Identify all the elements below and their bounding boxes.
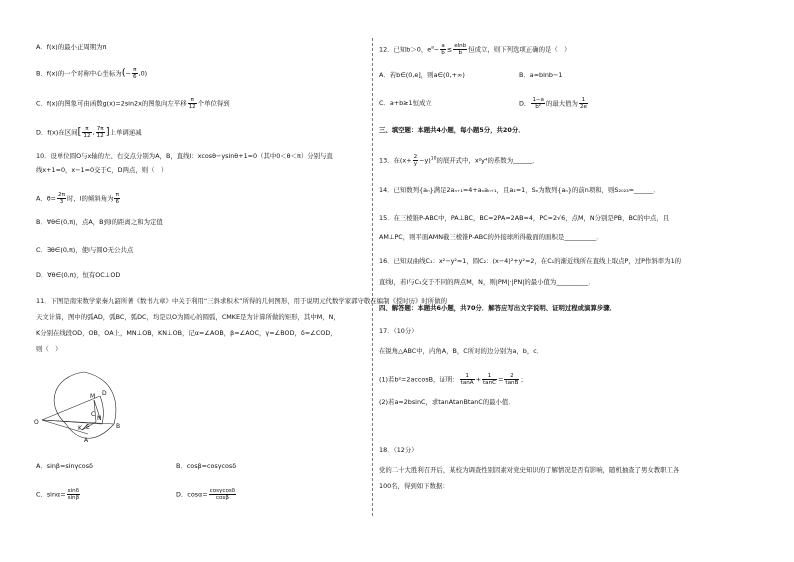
q11-geometry-figure (34, 368, 134, 452)
q15-line1: 15．在三棱锥P-ABC中，PA⊥BC，BC=2PA=2AB=4，PC=2√6，点M，N分别是PB，BC的中点，且 (379, 214, 670, 222)
q11-option-d: D．cosα= $\frac{\cos\gamma\cos\delta}{\cos\beta}$ (176, 488, 236, 501)
q9-option-c: C．f(x)的图象可由函数g(x)=2sin2x的图象向左平移 $\frac{\pi}{12}$ 个单位得到 (36, 97, 230, 110)
q11-option-b: B．cosβ=cosγcosδ (176, 462, 237, 470)
q14: 14．已知数列{aₙ}满足2aₙ₊₁=4+aₙaₙ₊₁，且a₁=1，Sₙ为数列{aₙ}的前n项和，则S₂₀₂₃=______． (379, 186, 660, 194)
q11-option-c: C．sinα= $\frac{\sin\delta}{\sin\beta}$ (36, 488, 80, 501)
column-divider (372, 38, 373, 516)
arc-ad (54, 372, 84, 424)
q10-option-d: D．∀θ∈(0,π)，恒有OC⊥OD (36, 271, 121, 279)
q9-option-d: D．f(x)在区间[ $\frac{\pi}{12}$ , $\frac{7\pi}{12}$ ]上单调递减 (36, 126, 142, 139)
q17-title: 17．（10分） (379, 327, 418, 335)
q13: 13．在(x+ $\frac{2}{y}$ −y)$^{10}$的展开式中，x²y⁴的系数为______． (379, 154, 539, 167)
q11-option-a: A．sinβ=sinγcosδ (36, 462, 93, 470)
q9-option-a: A．f(x)的最小正周期为π (36, 43, 107, 51)
q10-option-a: A．θ= $\frac{2\pi}{3}$ 时，l的倾斜角为 $\frac{\pi}{6}$ (36, 192, 120, 205)
q11-stem-line2: 天文计算，图中的弧AD，弧BC，弧DC，均是以O为圆心的圆弧，CMKE是为计算所做的矩形，其中M，N， (36, 313, 340, 321)
label-d: D (102, 390, 107, 397)
q10-option-b: B．∀θ∈(0,π)，点A，B到l的距离之和为定值 (36, 218, 163, 226)
label-a: A (84, 437, 89, 444)
q15-line2: AM⊥PC，则平面AMN截三棱锥P-ABC的外接球所得截面的面积是__________． (379, 233, 603, 241)
q12-option-a: A．若b∈(0,e]，则a∈(0,+∞) (379, 71, 465, 79)
q18-line1: 党的二十大胜利召开后，某校为调查性别因素对党史知识的了解情况是否有影响，随机抽查了男女教职工各 (379, 466, 680, 474)
arc-ab (66, 424, 114, 438)
q10-stem-line1: 10．设单位圆O与x轴的左、右交点分别为A，B，直线l：xcosθ−ysinθ+1=0（其中0＜θ＜π）分别与直 (36, 152, 333, 160)
q9-option-b: B．f(x)的一个对称中心坐标为(− $\frac{\pi}{6}$ ,0) (36, 67, 148, 80)
label-m: M (90, 393, 96, 400)
q12-option-b: B．a=blnb−1 (519, 71, 563, 79)
q12-option-d: D． $\frac{1-a}{\text{b²}}$ 的最大值为 $\frac{1}{2e}$ (519, 97, 587, 110)
label-k: K (78, 425, 82, 432)
label-n: N (97, 415, 102, 422)
q16-line1: 16．已知双曲线C₁：x²−y²=1，圆C₂：(x−4)²+y²=2，在C₁的渐近线所在直线上取点P，过P作斜率为1的 (379, 257, 682, 265)
label-b: B (116, 423, 121, 430)
q11-stem-line4: 则（ ） (36, 345, 62, 353)
label-o: O (34, 419, 39, 426)
q10-option-c: C．∃θ∈(0,π)，使l与圆O无公共点 (36, 246, 134, 254)
label-c: C (91, 411, 96, 418)
q17-part1: (1)若b²=2accosB，证明： $\frac{1}{\tan A}$ + $\frac{1}{\tan C}$ = $\frac{2}{\tan B}$ ； (379, 373, 527, 386)
q12-option-c: C．a+b≥1恒成立 (379, 99, 432, 107)
q18-title: 18．（12分） (379, 446, 418, 454)
q16-line2: 直线l，若l与C₁交于不同的两点M，N，则|PM|·|PN|的最小值为__________． (379, 278, 595, 286)
q12-stem: 12．已知b＞0，$e^a-$ $\frac{a}{b}$ ≤ $\frac{elnb}{b}$ 恒成立，则下列选项正确的是（ ） (379, 43, 571, 56)
q11-stem-line3: K分别在线段OD，OB，OA上，MN⊥OB，KN⊥OB，记α=∠AOB，β=∠AOC，γ=∠BOD，δ=∠COD， (36, 329, 337, 337)
label-e: E (86, 424, 90, 431)
q17-stem: 在锐角△ABC中，内角A，B，C所对的边分别为a，b，c． (379, 347, 544, 355)
section-fill-in-heading: 三、填空题：本题共4小题，每小题5分，共20分． (379, 126, 525, 134)
q17-part2: (2)若a=2bsinC，求tanAtanBtanC的最小值． (379, 398, 515, 406)
q18-line2: 100名，得到如下数据： (379, 482, 449, 490)
section-answer-heading: 四、解答题：本题共6小题，共70分．解答应写出文字说明、证明过程或演算步骤． (379, 304, 617, 312)
q11-stem-line1: 11．下图是南宋数学家秦九韶所著《数书九章》中关于利用“三斜求积术”所得的几何图形，用于说明元代数学家郭守敬在编制《授时历》时所做的 (36, 297, 447, 305)
q10-stem-line2: 线x+1=0，x−1=0交于C，D两点，则（ ） (36, 166, 168, 174)
